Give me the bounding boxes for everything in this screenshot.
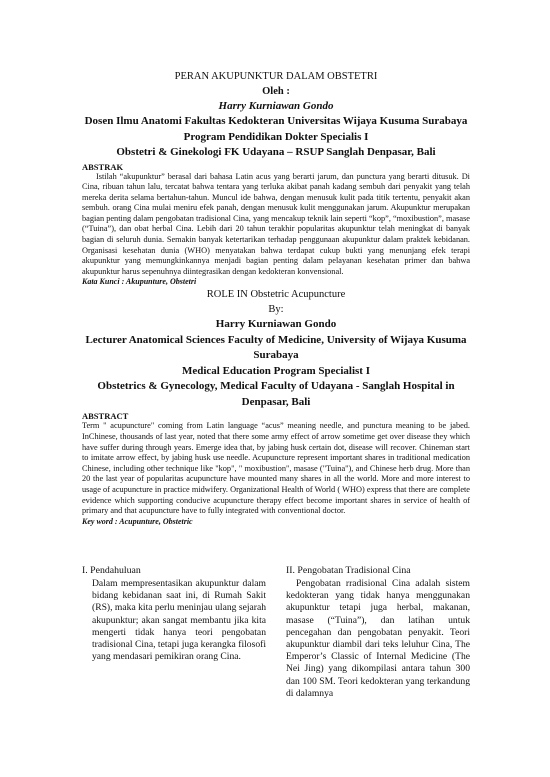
english-affiliation-1: Lecturer Anatomical Sciences Faculty of Medicine, University of Wijaya Kusuma Surabaya <box>85 333 467 362</box>
indonesian-abstract-text: Istilah “akupunktur” berasal dari bahasa Latin acus yang berarti jarum, dan punctura yang berarti ditusuk. Di Cina, ribuan tahun lalu, tercatat bahwa tentara yang terluka akibat panah kadang sembuh dari penyakit yang telah mereka derita selama bertahun-tahun. Muncul ide bahwa, dengan menusuk kulit pada titik tertentu, penyakit akan sembuh. orang Cina mulai meniru efek panah, dengan menusuk kulit menggunakan jarum. Akupunktur merupakan bagian penting dalam pengobatan tradisional Cina, yang mencakup teknik lain seperti “kop”, “moxibustion”, masase (“Tuina”), dan obat herbal Cina. Lebih dari 20 tahun terakhir popularitas akupunktur telah meningkat di banyak bagian di seluruh dunia. Semakin banyak ketertarikan terhadap penggunaan akupunktur dalam praktek kebidanan. Organisasi kesehatan dunia (WHO) menyatakan bahwa terdapat cukup bukti yang menunjang efek terapi akupunktur yang memungkinkannya menjadi bagian penting dalam pelayanan kesehatan primer dan bahwa akupunktur harus sepenuhnya diintegrasikan dengan kedokteran konvensional. <box>82 171 470 276</box>
indonesian-by-line: Oleh : <box>262 86 290 97</box>
english-abstract-text: Term " acupuncture" coming from Latin language “acus” meaning needle, and punctura meaning to be jabed. InChinese, thousands of last year, noted that there some army effect of arrow sometime get over disease they which have suffer during through years. Emerge idea that, by jabing husk certain dot, disease will recover. Chineman start to imitate arrow effect, by jabing husk use needle. Acupuncture represent important shares in traditional medication Chinese, including other technique like "kop", " moxibustion", masase ("Tuina"), and Chinese herb drug. More than 20 the last year of popularitas acupuncture have mounted many shares in all the world. More and more interest to usage of acupuncture in practice midwifery. Organizational Health of World ( WHO) express that there are complete evidence which supporting conducive acupuncture therapy effect become important shares in service of health of primary and that acupuncture have to fully integrated with conventional doctor. <box>82 421 470 516</box>
english-title: ROLE IN Obstetric Acupuncture <box>206 289 346 301</box>
english-affiliation-2: Medical Education Program Specialist I <box>181 364 370 377</box>
indonesian-affiliation-2: Program Pendidikan Dokter Specialis I <box>183 130 369 143</box>
indonesian-author: Harry Kurniawan Gondo <box>218 100 334 112</box>
english-by-line: By: <box>268 304 284 316</box>
english-affiliation-3: Obstetrics & Gynecology, Medical Faculty of Udayana - Sanglah Hospital in Denpasar, Bali <box>97 380 455 408</box>
english-author: Harry Kurniawan Gondo <box>215 318 337 331</box>
english-abstract-heading: ABSTRACT <box>82 411 129 422</box>
section-heading-pendahuluan: I. Pendahuluan <box>82 565 141 576</box>
english-keywords: Key word : Acupunture, Obstetric <box>82 516 193 526</box>
left-column <box>82 565 266 700</box>
section-heading-pengobatan: II. Pengobatan Tradisional Cina <box>286 565 411 576</box>
right-column <box>286 565 470 700</box>
section-text-pendahuluan: Dalam mempresentasikan akupunktur dalam bidang kebidanan saat ini, di Rumah Sakit (RS), maka kita perlu meninjau ulang sejarah akupunktur; akan sangat membantu jika kita mengerti tidak hanya teori pengobatan tradisional Cina, tetapi juga kerangka filosofi yang mendasari pemikiran orang Cina. <box>92 578 266 663</box>
indonesian-affiliation-3: Obstetri & Ginekologi FK Udayana – RSUP Sanglah Denpasar, Bali <box>116 146 436 158</box>
section-text-pengobatan: Pengobatan rradisional Cina adalah sistem kedokteran yang tidak hanya menggunakan akupunktur tetapi juga herbal, makanan, masase (“Tuina”), dan latihan untuk pencegahan dan pengobatan penyakit. Teori akupunktur diambil dari teks leluhur Cina, The Emperor’s Classic of Internal Medicine (The Nei Jing) yang dikompilasi antara tahun 300 dan 100 SM. Teori kedokteran yang terkandung di dalamnya <box>286 578 470 699</box>
indonesian-affiliation-1: Dosen Ilmu Anatomi Fakultas Kedokteran Universitas Wijaya Kusuma Surabaya <box>84 115 468 127</box>
indonesian-abstract-heading: ABSTRAK <box>82 161 124 172</box>
indonesian-title: PERAN AKUPUNKTUR DALAM OBSTETRI <box>174 71 378 82</box>
paper-page <box>82 70 470 527</box>
body-columns <box>82 565 470 700</box>
indonesian-keywords: Kata Kunci : Akupunture, Obstetri <box>82 277 197 287</box>
